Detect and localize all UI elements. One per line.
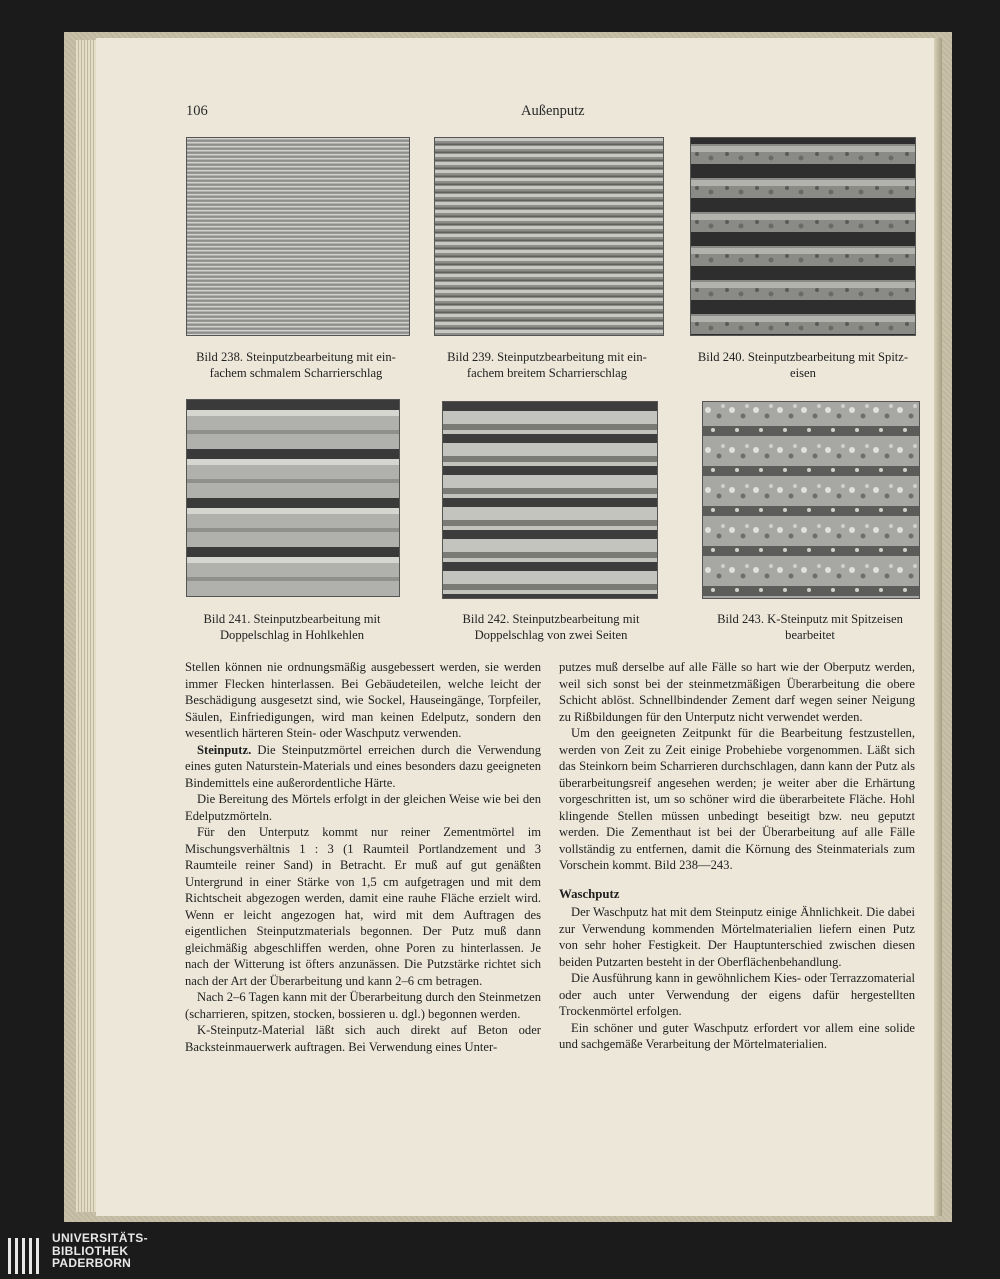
caption-bild-240: Bild 240. Steinputzbearbeitung mit Spitz- eisen [697, 350, 909, 380]
photo-bild-242 [442, 401, 658, 599]
caption-bild-241: Bild 241. Steinputzbearbeitung mit Doppelschlag in Hohlkehlen [203, 612, 381, 642]
paragraph: Die Ausführung kann in gewöhnlichem Kies- oder Terrazzomaterial oder auch unter Verwendung der eigens dafür hergestellten Trockenmörtel erfolgen. [559, 971, 915, 1018]
running-title: Außenputz [521, 103, 585, 119]
photo-bild-241 [186, 399, 400, 597]
caption-bild-243: Bild 243. K-Steinputz mit Spitzeisen bearbeitet [717, 612, 903, 642]
caption-bild-242: Bild 242. Steinputzbearbeitung mit Doppelschlag von zwei Seiten [462, 612, 640, 642]
photo-bild-240 [690, 137, 916, 336]
paragraph: Ein schöner und guter Waschputz erfordert vor allem eine solide und sachgemäße Verarbeitung der Mörtelmaterialien. [559, 1020, 915, 1051]
paragraph: Für den Unterputz kommt nur reiner Zementmörtel im Mischungsverhältnis 1 : 3 (1 Raumteil Portlandzement und 3 Raumteile reiner Sand) in Betracht. Er muß auf gut genäßten Untergrund in einer Stärke von 1,5 cm aufgetragen und mit dem Richtscheit abgezogen werden, damit eine rauhe Fläche erzielt wird. Wenn er leicht angezogen hat, wird mit dem Auftragen des eigentlichen Steinputzmaterials begonnen. Der Putz muß dann gleichmäßig abgeschliffen werden, ohne Poren zu hinterlassen. Je nach der Witterung ist öfters anzunässen. Die Putzstärke richtet sich nach der Art der Überarbeitung und kann 2–6 cm betragen. [185, 825, 541, 988]
paragraph: Stellen können nie ordnungsmäßig ausgebessert werden, sie werden immer Flecken hinterlassen. Bei Gebäudeteilen, welche leicht der Beschädigung ausgesetzt sind, wie Sockel, Hauseingänge, Torpfeiler, Säulen, Einfriedigungen, wird man keinen Edelputz, sondern den wesentlich härteren Stein- oder Waschputz verwenden. [185, 660, 541, 740]
paragraph: K-Steinputz-Material läßt sich auch direkt auf Beton oder Backsteinmauerwerk auftragen. Bei Verwendung eines Unter- [185, 1023, 541, 1054]
library-name-line: BIBLIOTHEK [52, 1243, 129, 1258]
page-number: 106 [186, 103, 208, 119]
paragraph: Die Bereitung des Mörtels erfolgt in der gleichen Weise wie bei den Edelputzmörteln. [185, 792, 541, 823]
library-logo-icon [8, 1236, 48, 1276]
right-column [559, 659, 915, 1053]
page-gutter [934, 38, 942, 1216]
paragraph-steinputz [185, 742, 541, 792]
photo-bild-243 [702, 401, 920, 599]
caption-bild-239: Bild 239. Steinputzbearbeitung mit ein- fachem breitem Scharrierschlag [447, 350, 647, 380]
library-name [52, 1232, 148, 1270]
paragraph: Der Waschputz hat mit dem Steinputz einige Ähnlichkeit. Die dabei zur Verwendung kommenden Mörtelmaterialien liefern einen Putz von sehr hoher Festigkeit. Der Hauptunterschied zwischen diesen beiden Putzarten besteht in der Oberflächenbehandlung. [559, 905, 915, 969]
photo-bild-239 [434, 137, 664, 336]
caption-bild-238: Bild 238. Steinputzbearbeitung mit ein- fachem schmalem Scharrierschlag [196, 350, 396, 380]
section-lead: Steinputz. [197, 742, 252, 757]
paragraph: Um den geeigneten Zeitpunkt für die Bearbeitung festzustellen, werden von Zeit zu Zeit einige Probehiebe vorgenommen. Läßt sich das Steinkorn beim Scharrieren durchschlagen, dann kann der Putz als überarbeitungsreif angesehen werden; je weiter aber die Erhärtung vorgeschritten ist, um so schöner wird die überarbeitete Fläche. Hohl klingende Stellen müssen unbedingt beseitigt bzw. neu geputzt werden. Die Zementhaut ist bei der Überarbeitung auf alle Fälle vollständig zu entfernen, damit die Körnung des Steinmaterials zum Vorschein kommt. Bild 238—243. [559, 726, 915, 872]
left-column [185, 659, 541, 1055]
paragraph: putzes muß derselbe auf alle Fälle so hart wie der Oberputz werden, weil sich sonst bei der steinmetzmäßigen Überarbeitung die obere Schicht ablöst. Schnellbindender Zement darf wegen seiner Neigung zu Rißbildungen für den Unterputz nicht verwendet werden. [559, 660, 915, 724]
library-name-line: PADERBORN [52, 1256, 132, 1270]
library-footer [0, 1228, 1000, 1279]
paragraph: Nach 2–6 Tagen kann mit der Überarbeitung durch den Steinmetzen (scharrieren, spitzen, stocken, bossieren u. dgl.) begonnen werden. [185, 990, 541, 1021]
photo-bild-238 [186, 137, 410, 336]
section-heading: Waschputz [559, 886, 620, 901]
paragraph-text: Die Steinputzmörtel erreichen durch die Verwendung eines guten Naturstein-Materials und eines besonders dazu geeigneten Bindemittels eine außerordentliche Härte. [185, 742, 541, 790]
library-name-line: UNIVERSITÄTS- [52, 1231, 148, 1245]
